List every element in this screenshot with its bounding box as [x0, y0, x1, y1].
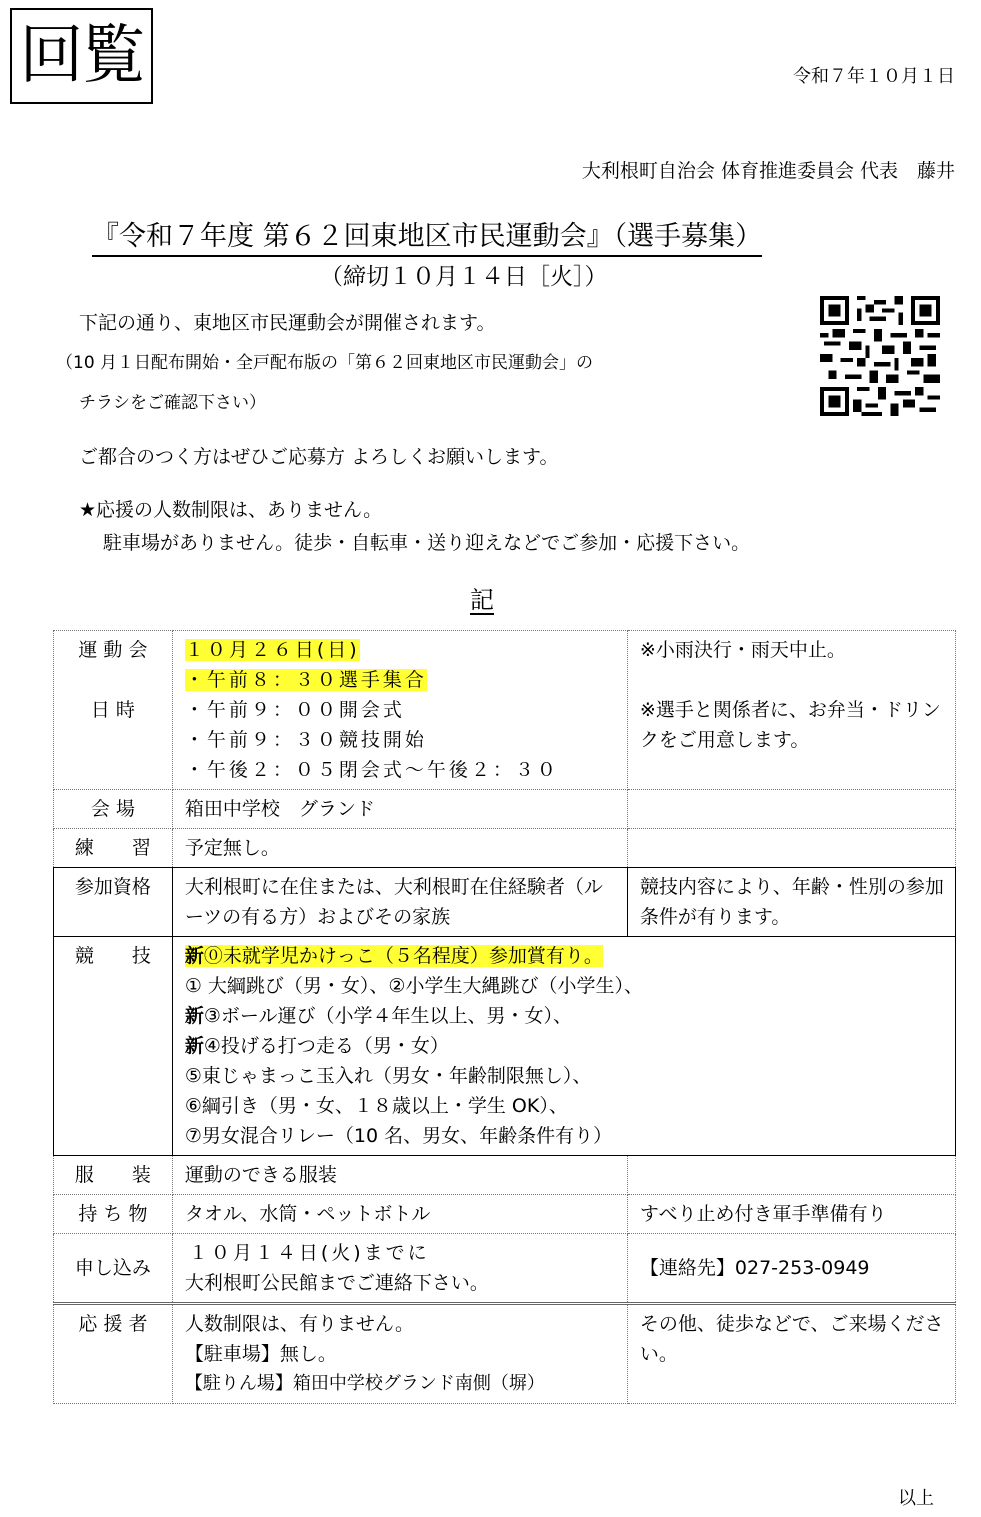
support-note: その他、徒歩などで、ご来場ください。 [627, 1304, 955, 1404]
row-apply [54, 1234, 956, 1304]
request-text: ご都合のつく方はぜひご応募方 よろしくお願いします。 [79, 446, 559, 468]
venue-note [627, 790, 955, 829]
row-venue [54, 790, 956, 829]
event-item: ⑦男女混合リレー（10 名、男女、年齢条件有り） [184, 1125, 613, 1147]
new-badge: 新 [184, 1035, 204, 1057]
note-parking: 駐車場がありません。徒歩・自転車・送り迎えなどでご参加・応援下さい。 [103, 532, 751, 554]
events-value [172, 937, 955, 1156]
ki-heading: 記 [470, 586, 494, 614]
schedule-note [627, 631, 955, 790]
event-item: ③ボール運び（小学４年生以上、男・女）、 [203, 1005, 573, 1027]
label-venue: 会 場 [54, 790, 173, 829]
schedule-line: ・午後２：０５閉会式～午後２：３０ [184, 759, 559, 781]
issue-date: 令和７年１０月１日 [793, 66, 955, 87]
label-schedule [54, 631, 173, 790]
label-schedule-1: 運 動 会 [78, 639, 148, 661]
apply-line-1: １０月１４日(火)までに [188, 1242, 430, 1264]
items-value: タオル、水筒・ペットボトル [172, 1195, 627, 1234]
clothing-value: 運動のできる服装 [172, 1156, 627, 1195]
gather-time: ・午前８：３０選手集合 [184, 669, 427, 691]
clothing-note [627, 1156, 955, 1195]
row-clothing [54, 1156, 956, 1195]
support-value [172, 1304, 627, 1404]
label-practice: 練 習 [54, 829, 173, 868]
label-support: 応 援 者 [54, 1304, 173, 1404]
apply-line-2: 大利根町公民館までご連絡下さい。 [184, 1272, 489, 1294]
practice-note [627, 829, 955, 868]
row-support [54, 1304, 956, 1404]
event-item: ① 大綱跳び（男・女）、②小学生大縄跳び（小学生）、 [184, 975, 643, 997]
apply-value [172, 1234, 627, 1304]
row-events [54, 937, 956, 1156]
venue-value: 箱田中学校 グランド [172, 790, 627, 829]
label-apply: 申し込み [54, 1234, 173, 1304]
label-events: 競 技 [54, 937, 173, 1156]
support-line-1: 人数制限は、有りません。 [184, 1313, 414, 1335]
support-line-2: 【駐車場】無し。 [184, 1343, 337, 1365]
kairan-stamp: 回覧 [10, 8, 153, 104]
new-badge: 新 [184, 945, 204, 967]
label-eligibility: 参加資格 [54, 868, 173, 937]
new-badge: 新 [184, 1005, 204, 1027]
sender: 大利根町自治会 体育推進委員会 代表 藤井 [581, 160, 955, 182]
label-clothing: 服 装 [54, 1156, 173, 1195]
event-item: ⓪未就学児かけっこ（５名程度）参加賞有り。 [203, 945, 603, 967]
label-items: 持 ち 物 [54, 1195, 173, 1234]
row-items [54, 1195, 956, 1234]
schedule-note-1: ※小雨決行・雨天中止。 [639, 639, 846, 661]
intro-line-2: （10 月１日配布開始・全戸配布版の「第６２回東地区市民運動会」の [56, 353, 594, 373]
schedule-value [172, 631, 627, 790]
schedule-note-2: ※選手と関係者に、お弁当・ドリンクをご用意します。 [639, 699, 941, 751]
row-schedule [54, 631, 956, 790]
document-title: 『令和７年度 第６２回東地区市民運動会』（選手募集） [92, 214, 762, 257]
event-date: １０月２６日(日) [184, 639, 360, 661]
qr-code[interactable] [820, 296, 940, 416]
deadline-subtitle: （締切１０月１４日［火］） [320, 264, 608, 290]
label-schedule-2: 日 時 [90, 699, 135, 721]
row-practice [54, 829, 956, 868]
schedule-line: ・午前９：３０競技開始 [184, 729, 427, 751]
intro-line-3: チラシをご確認下さい） [79, 393, 266, 413]
event-item: ④投げる打つ走る（男・女） [203, 1035, 449, 1057]
event-item: ⑥綱引き（男・女、１８歳以上・学生 OK）、 [184, 1095, 568, 1117]
eligibility-value: 大利根町に在住または、大利根町在住経験者（ルーツの有る方）およびその家族 [172, 868, 627, 937]
contact-phone: 【連絡先】027-253-0949 [627, 1234, 955, 1304]
support-line-3: 【駐りん場】箱田中学校グランド南側（塀） [184, 1373, 545, 1394]
details-table [53, 630, 956, 1404]
items-note: すべり止め付き軍手準備有り [627, 1195, 955, 1234]
eligibility-note: 競技内容により、年齢・性別の参加条件が有ります。 [627, 868, 955, 937]
note-support: ★応援の人数制限は、ありません。 [79, 499, 383, 521]
practice-value: 予定無し。 [172, 829, 627, 868]
event-item: ⑤東じゃまっこ玉入れ（男女・年齢制限無し）、 [184, 1065, 592, 1087]
end-mark: 以上 [898, 1488, 934, 1509]
row-eligibility [54, 868, 956, 937]
schedule-line: ・午前９：００開会式 [184, 699, 405, 721]
intro-line-1: 下記の通り、東地区市民運動会が開催されます。 [79, 312, 496, 334]
